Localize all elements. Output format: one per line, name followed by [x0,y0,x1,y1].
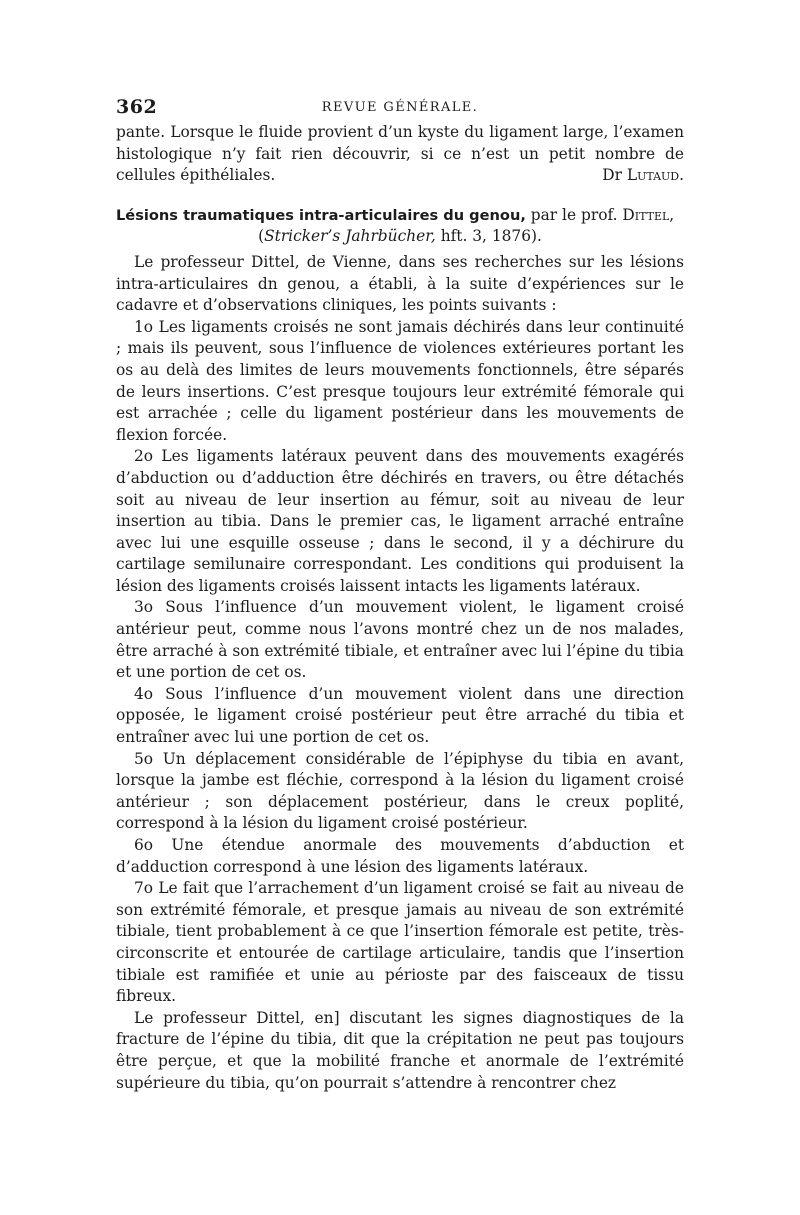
source-journal: Stricker’s Jahrbücher, [264,227,436,246]
paragraph: 4o Sous l’influence d’un mouvement violent dans une direction opposée, le ligament croisé postérieur peut être arraché du tibia et entraîner avec lui une portion de cet os. [116,684,684,747]
paragraph: 2o Les ligaments latéraux peuvent dans des mouvements exagérés d’abduction ou d’adduction être déchirés en travers, ou être détachés soit au niveau de leur insertion au fémur, soit au niveau de leur insertion au tibia. Dans le premier cas, le ligament arraché entraîne avec lui une esquille osseuse ; dans le second, il y a déchirure du cartilage semilunaire correspondant. Les conditions qui produisent la lésion des ligaments croisés laissent intacts les ligaments latéraux. [116,447,684,595]
page-number: 362 [116,96,158,118]
paragraph: 1o Les ligaments croisés ne sont jamais déchirés dans leur continuité ; mais ils peuvent, sous l’influence de violences extérieures portant les os au delà des limites de leurs mouvements fonctionnels, être séparés de leurs insertions. C’est presque toujours leur extrémité fémorale qui est arrachée ; celle du ligament postérieur dans les mouvements de flexion forcée. [116,317,684,444]
article-title: Lésions traumatiques intra-articulaires du genou, [116,206,526,224]
paragraph: 3o Sous l’influence d’un mouvement violent, le ligament croisé antérieur peut, comme nous l’avons montré chez un de nos malades, être arraché à son extrémité tibiale, et entraîner avec lui l’épine du tibia et une portion de cet os. [116,598,684,682]
page-header [116,96,684,122]
article-author-prefix: par le prof. [530,205,618,224]
running-title: REVUE GÉNÉRALE. [321,100,479,115]
article-author: Dittel, [622,205,675,224]
paragraph: 5o Un déplacement considérable de l’épiphyse du tibia en avant, lorsque la jambe est fléchie, correspond à la lésion du ligament croisé antérieur ; son déplacement postérieur, dans le creux poplité, correspond à la lésion du ligament croisé postérieur. [116,749,684,833]
signature-prefix: Dr [602,166,622,185]
article-heading [116,205,684,227]
signature-name: Lutaud. [626,166,684,185]
book-page [116,96,684,1094]
signature [116,165,684,187]
article-source: (Stricker’s Jahrbücher, hft. 3, 1876). [258,227,542,246]
paragraph: Le professeur Dittel, de Vienne, dans ses recherches sur les lésions intra-articulaires dn genou, a établi, à la suite d’expériences sur le cadavre et d’observations cliniques, les points suivants : [116,252,684,315]
paragraph: 7o Le fait que l’arrachement d’un ligament croisé se fait au niveau de son extrémité fémorale, et presque jamais au niveau de son extrémité tibiale, tient probablement à ce que l’insertion fémorale est petite, très-circonscrite et entourée de cartilage articulaire, tandis que l’insertion tibiale est ramifiée et unie au périoste par des faisceaux de tissu fibreux. [116,879,684,1006]
paragraph: Le professeur Dittel, en] discutant les signes diagnostiques de la fracture de l’épine du tibia, dit que la crépitation ne peut pas toujours être perçue, et que la mobilité franche et anormale de l’extrémité supérieure du tibia, qu’on pourrait s’attendre à rencontrer chez [116,1008,684,1092]
paragraph: 6o Une étendue anormale des mouvements d’abduction et d’adduction correspond à une lésion des ligaments latéraux. [116,836,684,876]
source-details: hft. 3, 1876). [440,227,542,246]
previous-article-ending: pante. Lorsque le fluide provient d’un kyste du ligament large, l’examen histologique n’y fait rien découvrir, si ce n’est un petit nombre de cellules épithéliales. [116,123,684,185]
